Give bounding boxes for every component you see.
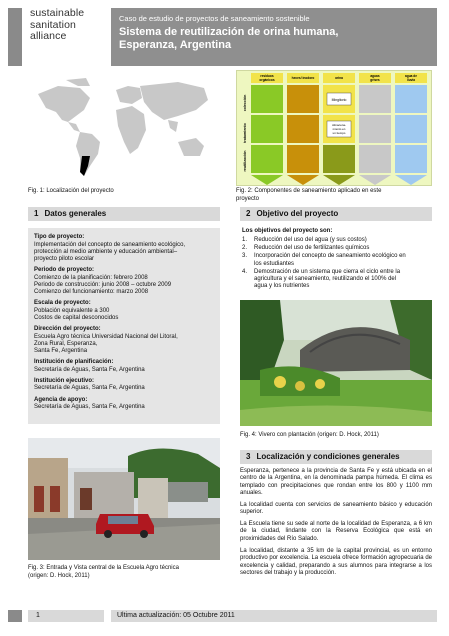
fig2-caption-line-2: proyecto bbox=[236, 195, 260, 202]
section-1-number: 1 bbox=[34, 209, 39, 218]
section-3-paragraph-4: La localidad, distante a 35 km de la capital provincial, es un entorno productivo por excelencia. La escuela ofrece formación agropecuaria de excelencia y calidad, preparando a sus alumnos para integrarse a los sectores del trabajo y la producción. bbox=[240, 548, 432, 576]
header-title-line-2: Esperanza, Argentina bbox=[119, 39, 232, 51]
section-3-paragraph-2: La localidad cuenta con servicios de saneamiento básico y educación superior. bbox=[240, 502, 432, 516]
fact-line: Santa Fe, Argentina bbox=[34, 348, 88, 355]
fact-line: proyecto piloto escolar bbox=[34, 255, 95, 262]
fact-line: protección al medio ambiente y educación ambiental– bbox=[34, 248, 178, 255]
fig4-caption: Fig. 4: Vivero con plantación (origen: D. Hock, 2011) bbox=[240, 432, 379, 438]
svg-text:un tiempo: un tiempo bbox=[332, 131, 346, 135]
logo-line-2: sanitation bbox=[30, 18, 76, 31]
svg-text:tratamiento: tratamiento bbox=[243, 123, 247, 143]
school-entrance-photo bbox=[28, 438, 220, 560]
page-number: 1 bbox=[28, 610, 104, 622]
document-header bbox=[111, 8, 437, 66]
col-header-aguas-b: grises bbox=[370, 78, 380, 82]
general-data-panel bbox=[28, 228, 220, 424]
section-2-heading bbox=[240, 207, 432, 221]
list-item: 3. Incorporación del concepto de saneamiento ecológico en los estudiantes bbox=[242, 253, 406, 267]
fig2-caption-line-1: Fig. 2: Componentes de saneamiento aplicado en este bbox=[236, 188, 382, 194]
fact-line: Implementación del concepto de saneamiento ecológico, bbox=[34, 241, 186, 248]
section-1-title: Datos generales bbox=[44, 209, 107, 218]
section-2-number: 2 bbox=[246, 209, 251, 218]
list-item: 4. Demostración de un sistema que cierra el ciclo entre la agricultura y el saneamiento, reutilizando el 100% del agua y los nutrientes bbox=[242, 268, 401, 290]
fig3-caption-line-2: (origen: D. Hock, 2011) bbox=[28, 572, 90, 579]
svg-text:miento en: miento en bbox=[332, 127, 346, 131]
svg-text:colección: colección bbox=[243, 94, 247, 112]
world-map-image bbox=[28, 76, 220, 184]
logo-line-1: sustainable bbox=[30, 7, 85, 19]
fact-head-planificacion: Institución de planificación: bbox=[34, 359, 114, 366]
svg-text:reutilización: reutilización bbox=[243, 150, 247, 172]
fact-line: Población equivalente a 300 bbox=[34, 307, 110, 314]
col-header-lluvia-a: agua de bbox=[404, 74, 418, 78]
fig3-caption bbox=[28, 565, 179, 580]
col-header-residuos-b: orgánicos bbox=[259, 78, 275, 82]
footer-accent-bar bbox=[8, 610, 22, 622]
sanitation-components-diagram bbox=[236, 70, 432, 186]
col-header-aguas-a: aguas bbox=[370, 74, 380, 78]
fact-head-direccion: Dirección del proyecto: bbox=[34, 326, 101, 333]
list-item: 2. Reducción del uso de fertilizantes químicos bbox=[242, 245, 370, 252]
fact-line: Costos de capital desconocidos bbox=[34, 314, 119, 321]
fig1-caption: Fig. 1: Localización del proyecto bbox=[28, 188, 114, 194]
section-3-number: 3 bbox=[246, 452, 251, 461]
fact-head-apoyo: Agencia de apoyo: bbox=[34, 396, 88, 403]
logo-line-3: alliance bbox=[30, 30, 67, 42]
header-title-line-1: Sistema de reutilización de orina humana, bbox=[119, 26, 339, 38]
fact-line: Secretaría de Aguas, Santa Fe, Argentina bbox=[34, 385, 145, 392]
objectives-intro: Los objetivos del proyecto son: bbox=[242, 228, 333, 234]
section-3-heading bbox=[240, 450, 432, 464]
fact-line: Zona Rural, Esperanza, bbox=[34, 340, 98, 347]
header-subtitle: Caso de estudio de proyectos de saneamiento sostenible bbox=[119, 14, 310, 23]
svg-text:Almacena-: Almacena- bbox=[332, 123, 346, 127]
section-2-title: Objetivo del proyecto bbox=[256, 209, 339, 218]
fact-head-tipo: Tipo de proyecto: bbox=[34, 234, 85, 240]
fact-head-escala: Escala de proyecto: bbox=[34, 300, 91, 307]
col-header-orina: orina bbox=[335, 76, 343, 80]
fact-line: Secretaría de Aguas, Santa Fe, Argentina bbox=[34, 366, 145, 373]
section-1-heading bbox=[28, 207, 220, 221]
fig2-caption bbox=[236, 188, 381, 203]
section-3-paragraph-1: Esperanza, pertenece a la provincia de Santa Fe y está ubicada en el centro de la Argentina, en la denominada pampa húmeda. El clima es templado con precipitaciones que rondan entre los 800 y 1100 mm anuales. bbox=[240, 468, 432, 496]
section-3-title: Localización y condiciones generales bbox=[256, 452, 400, 461]
fact-line: Secretaría de Aguas, Santa Fe, Argentina bbox=[34, 404, 145, 411]
sustainable-sanitation-alliance-logo bbox=[8, 8, 104, 66]
last-updated: Ultima actualización: 05 Octubre 2011 bbox=[111, 610, 437, 622]
fact-line: Escuela Agro técnica Universidad Nacional del Litoral, bbox=[34, 333, 178, 340]
fact-line: Comienzo del funcionamiento: marzo 2008 bbox=[34, 289, 149, 296]
col-header-lluvia-b: lluvia bbox=[406, 78, 416, 82]
fact-head-ejecutivo: Institución ejecutivo: bbox=[34, 377, 95, 384]
list-item: 1. Reducción del uso del agua (y sus costos) bbox=[242, 237, 367, 243]
fact-head-periodo: Periodo de proyecto: bbox=[34, 267, 95, 274]
fig3-caption-line-1: Fig. 3: Entrada y Vista central de la Escuela Agro técnica bbox=[28, 565, 179, 571]
fact-line: Periodo de construcción: junio 2008 – octubre 2009 bbox=[34, 281, 172, 288]
section-3-paragraph-3: La Escuela tiene su sede al norte de la localidad de Esperanza, a 6 km de la ciudad, lindante con la Reserva Ecológica que está en proximidades del Río Salado. bbox=[240, 521, 432, 542]
greenhouse-photo bbox=[240, 300, 432, 426]
objectives-list bbox=[242, 237, 434, 291]
svg-text:Mingitorio: Mingitorio bbox=[331, 98, 347, 102]
col-header-residuos-a: residuos bbox=[260, 74, 274, 78]
col-header-heces: heces/ inodoro bbox=[291, 76, 315, 80]
fact-line: Comienzo de la planificación: febrero 2008 bbox=[34, 274, 148, 281]
